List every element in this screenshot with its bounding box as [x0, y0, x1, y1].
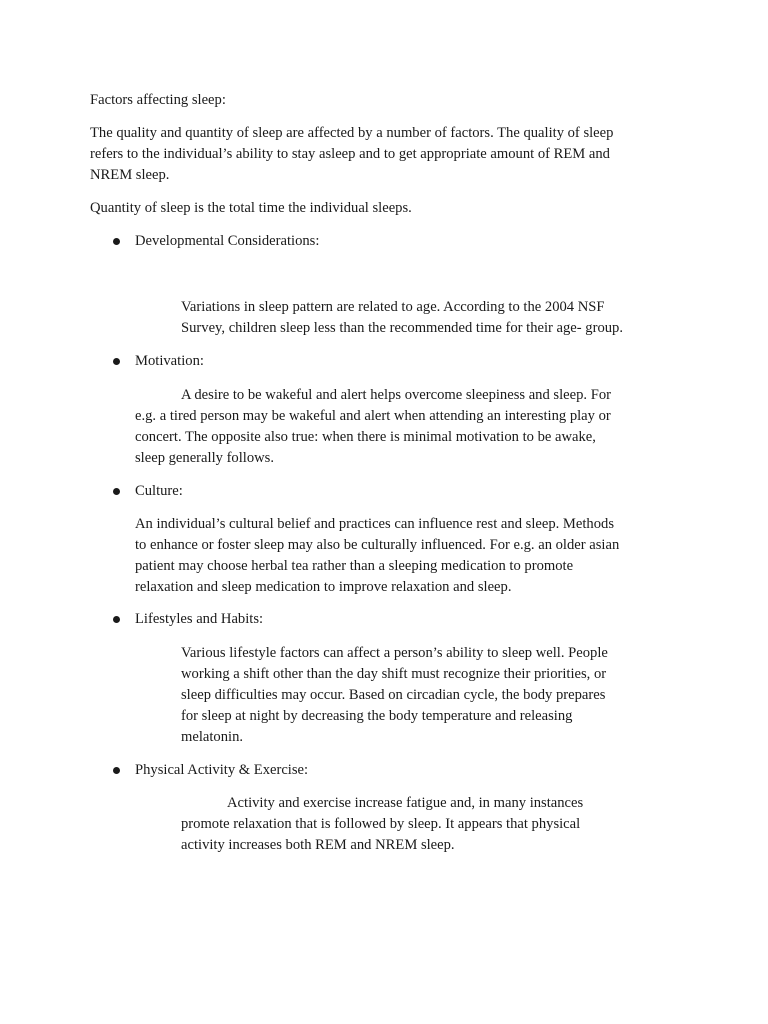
intro-line: refers to the individual’s ability to stay asleep and to get appropriate amount of REM and [90, 146, 610, 162]
bullet-item-culture [113, 481, 673, 502]
section-body-developmental [181, 297, 691, 339]
bullet-item-developmental [113, 231, 673, 252]
quantity-definition: Quantity of sleep is the total time the individual sleeps. [90, 200, 412, 216]
body-line: sleep generally follows. [135, 450, 275, 466]
section-title: Motivation: [135, 353, 204, 369]
section-title: Lifestyles and Habits: [135, 611, 264, 627]
body-line: Various lifestyle factors can affect a person’s ability to sleep well. People [181, 645, 608, 661]
bullet-icon [113, 358, 120, 365]
intro-paragraph [90, 123, 690, 186]
bullet-item-lifestyles [113, 609, 673, 630]
body-line: sleep difficulties may occur. Based on circadian cycle, the body prepares [181, 687, 606, 703]
document-heading: Factors affecting sleep: [90, 92, 226, 108]
section-body-lifestyles [181, 643, 691, 748]
bullet-item-motivation [113, 351, 673, 372]
body-line: Activity and exercise increase fatigue and, in many instances [227, 795, 584, 811]
section-body-physical-activity [181, 793, 691, 856]
body-line: melatonin. [181, 729, 244, 745]
body-line: working a shift other than the day shift must recognize their priorities, or [181, 666, 607, 682]
body-line: promote relaxation that is followed by sleep. It appears that physical [181, 816, 581, 832]
intro-line: The quality and quantity of sleep are affected by a number of factors. The quality of sleep [90, 125, 614, 141]
body-line: to enhance or foster sleep may also be culturally influenced. For e.g. an older asian [135, 537, 620, 553]
bullet-icon [113, 616, 120, 623]
body-line: relaxation and sleep medication to improve relaxation and sleep. [135, 579, 512, 595]
body-line: concert. The opposite also true: when there is minimal motivation to be awake, [135, 429, 596, 445]
section-body-culture [135, 514, 695, 598]
body-line: activity increases both REM and NREM sleep. [181, 837, 455, 853]
section-title: Culture: [135, 483, 183, 499]
section-body-motivation [135, 385, 695, 469]
body-line: Survey, children sleep less than the recommended time for their age- group. [181, 320, 623, 336]
bullet-icon [113, 767, 120, 774]
body-line: patient may choose herbal tea rather than a sleeping medication to promote [135, 558, 574, 574]
section-title: Physical Activity & Exercise: [135, 762, 309, 778]
bullet-item-physical-activity [113, 760, 673, 781]
body-line: An individual’s cultural belief and practices can influence rest and sleep. Methods [135, 516, 614, 532]
bullet-icon [113, 488, 120, 495]
bullet-icon [113, 238, 120, 245]
intro-line: NREM sleep. [90, 167, 170, 183]
body-line: for sleep at night by decreasing the body temperature and releasing [181, 708, 573, 724]
body-line: Variations in sleep pattern are related to age. According to the 2004 NSF [181, 299, 605, 315]
body-line: A desire to be wakeful and alert helps overcome sleepiness and sleep. For [181, 387, 611, 403]
body-line: e.g. a tired person may be wakeful and alert when attending an interesting play or [135, 408, 611, 424]
section-title: Developmental Considerations: [135, 233, 320, 249]
